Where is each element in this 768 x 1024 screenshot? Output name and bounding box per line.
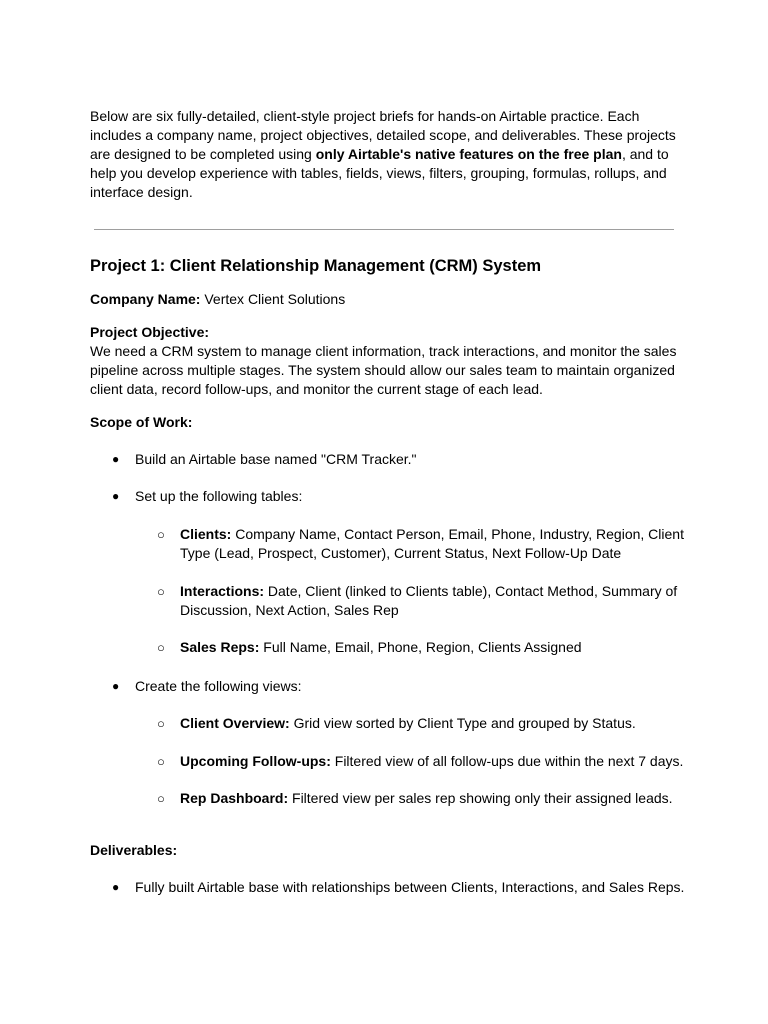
scope-item-text: Create the following views: [135, 678, 302, 694]
table-item-interactions [90, 582, 690, 620]
sub-bullet-icon: ○ [157, 527, 165, 542]
view-description: Filtered view per sales rep showing only their assigned leads. [288, 790, 673, 806]
view-description: Filtered view of all follow-ups due within the next 7 days. [330, 753, 684, 769]
bullet-icon: ● [112, 679, 120, 693]
project-title: Project 1: Client Relationship Management (CRM) System [90, 257, 542, 275]
view-label: Upcoming Follow-ups: [180, 753, 331, 769]
view-label: Client Overview: [180, 715, 290, 731]
deliverables-list [90, 878, 690, 897]
sub-bullet-icon: ○ [157, 584, 165, 599]
table-fields: Company Name, Contact Person, Email, Phone, Industry, Region, Client Type (Lead, Prospect, Customer), Current Status, Next Follow-Up Date [180, 526, 684, 561]
table-item-clients [90, 525, 690, 563]
table-fields: Date, Client (linked to Clients table), Contact Method, Summary of Discussion, Next Action, Sales Rep [180, 583, 678, 618]
objective-label: Project Objective: [90, 324, 210, 340]
deliverable-text: Fully built Airtable base with relationships between Clients, Interactions, and Sales Reps. [135, 879, 685, 895]
bullet-icon: ● [112, 489, 120, 503]
table-fields: Full Name, Email, Phone, Region, Clients Assigned [259, 639, 582, 655]
objective-text: We need a CRM system to manage client information, track interactions, and monitor the sales pipeline across multiple stages. The system should allow our sales team to maintain organized client data, record follow-ups, and monitor the current stage of each lead. [90, 343, 677, 397]
scope-label: Scope of Work: [90, 414, 193, 430]
table-label: Clients: [180, 526, 232, 542]
intro-paragraph [90, 107, 690, 202]
tables-list [135, 525, 690, 657]
deliverable-item [90, 878, 690, 897]
intro-text-end: , and to help you develop experience with tables, fields, views, filters, grouping, formulas, rollups, and interface design. [90, 146, 669, 200]
intro-text-start: Below are six fully-detailed, client-style project briefs for hands-on Airtable practice. Each includes a company name, project objectives, detailed scope, and deliverables. These projects are designed to be completed using [90, 108, 676, 162]
company-name-label: Company Name: [90, 291, 201, 307]
scope-item-views [90, 677, 690, 808]
view-item-client-overview [90, 714, 690, 733]
company-name-line [90, 290, 690, 309]
sub-bullet-icon: ○ [157, 791, 165, 806]
scope-item-base [90, 450, 690, 469]
sub-bullet-icon: ○ [157, 754, 165, 769]
scope-item-tables [90, 487, 690, 657]
document-page [90, 107, 690, 897]
scope-list [90, 450, 690, 808]
scope-item-text: Set up the following tables: [135, 488, 303, 504]
deliverables-label: Deliverables: [90, 842, 178, 858]
table-item-sales-reps [90, 638, 690, 657]
view-description: Grid view sorted by Client Type and grouped by Status. [289, 715, 636, 731]
sub-bullet-icon: ○ [157, 716, 165, 731]
horizontal-divider [94, 229, 674, 230]
view-label: Rep Dashboard: [180, 790, 289, 806]
sub-bullet-icon: ○ [157, 640, 165, 655]
company-name-value: Vertex Client Solutions [200, 291, 346, 307]
bullet-icon: ● [112, 452, 120, 466]
views-list [135, 714, 690, 808]
table-label: Sales Reps: [180, 639, 260, 655]
view-item-upcoming-follow-ups [90, 752, 690, 771]
scope-item-text: Build an Airtable base named "CRM Tracker." [135, 451, 417, 467]
intro-bold-text: only Airtable's native features on the free plan [315, 146, 622, 162]
bullet-icon: ● [112, 880, 120, 894]
view-item-rep-dashboard [90, 789, 690, 808]
table-label: Interactions: [180, 583, 265, 599]
